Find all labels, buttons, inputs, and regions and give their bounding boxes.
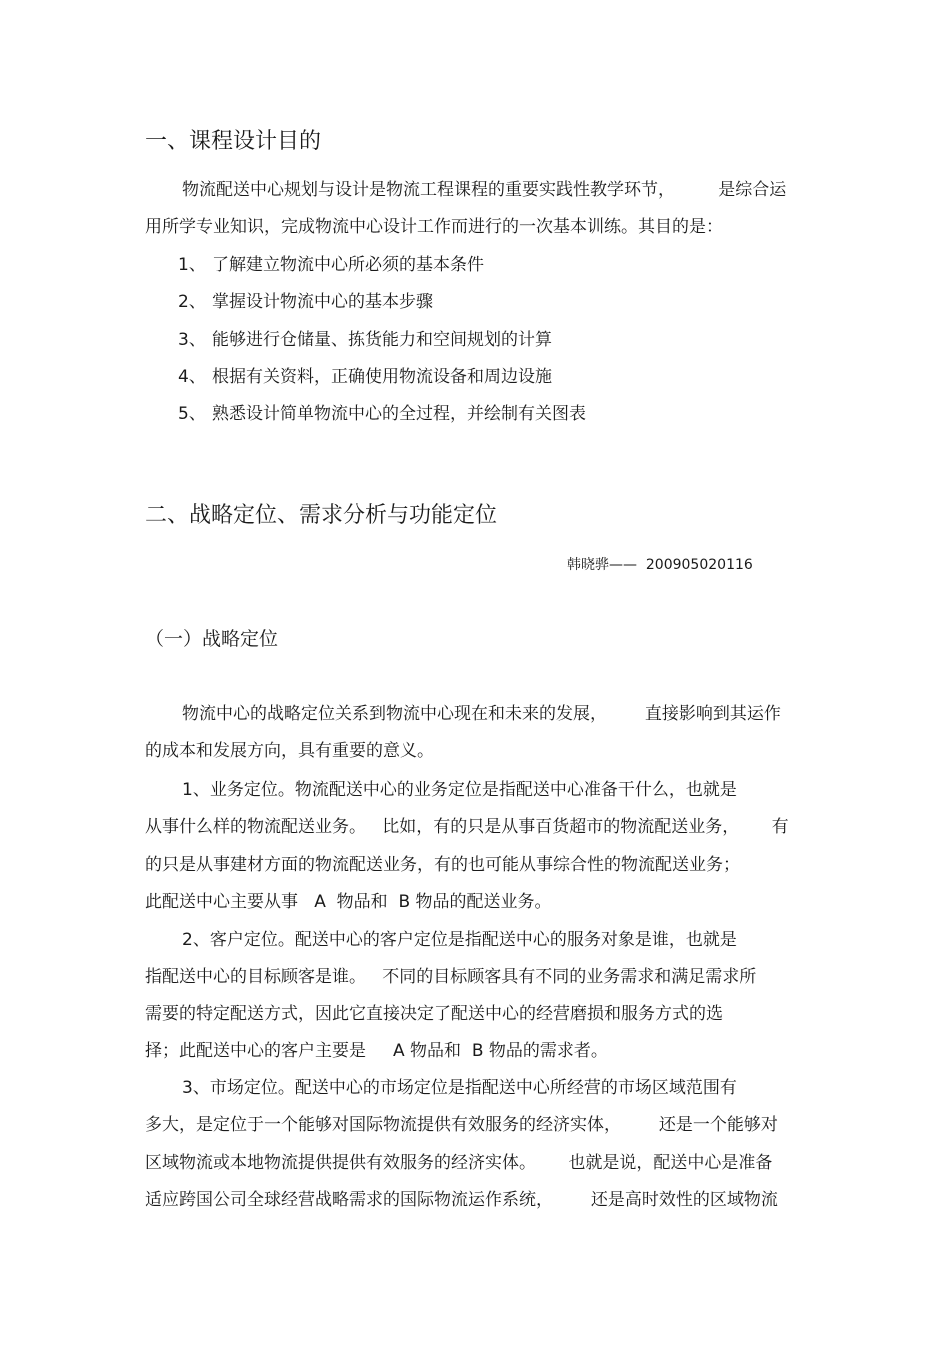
paragraph-line: 3、市场定位。配送中心的市场定位是指配送中心所经营的市场区域范围有	[182, 1078, 737, 1098]
paragraph-line: 从事什么样的物流配送业务。 比如，有的只是从事百货超市的物流配送业务， 有	[145, 817, 789, 837]
list-item-text: 根据有关资料，正确使用物流设备和周边设施	[212, 367, 552, 387]
list-item-number: 3、	[178, 330, 206, 350]
list-item	[178, 254, 484, 276]
paragraph-line: 区域物流或本地物流提供提供有效服务的经济实体。 也就是说，配送中心是准备	[145, 1153, 773, 1173]
section1-intro-line2: 用所学专业知识，完成物流中心设计工作而进行的一次基本训练。其目的是：	[145, 217, 723, 237]
paragraph-line: 此配送中心主要从事 A 物品和 B 物品的配送业务。	[145, 892, 552, 912]
paragraph-line: 的只是从事建材方面的物流配送业务，有的也可能从事综合性的物流配送业务；	[145, 855, 740, 875]
list-item	[178, 291, 433, 313]
paragraph-line: 多大，是定位于一个能够对国际物流提供有效服务的经济实体， 还是一个能够对	[145, 1115, 778, 1135]
list-item	[178, 403, 586, 425]
paragraph-line: 择；此配送中心的客户主要是 A 物品和 B 物品的需求者。	[145, 1041, 608, 1061]
list-item-number: 4、	[178, 367, 206, 387]
section1-title: 一、课程设计目的	[145, 129, 322, 154]
paragraph-line: 的成本和发展方向，具有重要的意义。	[145, 741, 434, 761]
paragraph-line: 物流中心的战略定位关系到物流中心现在和未来的发展， 直接影响到其运作	[182, 704, 781, 724]
subsection-title: （一）战略定位	[145, 628, 279, 650]
paragraph-line: 2、客户定位。配送中心的客户定位是指配送中心的服务对象是谁，也就是	[182, 930, 737, 950]
section2-title: 二、战略定位、需求分析与功能定位	[145, 503, 498, 528]
list-item-text: 熟悉设计简单物流中心的全过程，并绘制有关图表	[212, 404, 586, 424]
paragraph-line: 适应跨国公司全球经营战略需求的国际物流运作系统， 还是高时效性的区域物流	[145, 1190, 778, 1210]
author-line: 韩晓骅—— 200905020116	[567, 557, 753, 573]
section1-intro-line1: 物流配送中心规划与设计是物流工程课程的重要实践性教学环节， 是综合运	[182, 180, 787, 200]
list-item-text: 掌握设计物流中心的基本步骤	[212, 292, 433, 312]
paragraph-line: 1、业务定位。物流配送中心的业务定位是指配送中心准备干什么，也就是	[182, 780, 737, 800]
paragraph-line: 需要的特定配送方式，因此它直接决定了配送中心的经营磨损和服务方式的选	[145, 1004, 723, 1024]
list-item-text: 了解建立物流中心所必须的基本条件	[212, 255, 484, 275]
list-item	[178, 366, 552, 388]
list-item-number: 5、	[178, 404, 206, 424]
paragraph-line: 指配送中心的目标顾客是谁。 不同的目标顾客具有不同的业务需求和满足需求所	[145, 967, 757, 987]
list-item-number: 1、	[178, 255, 206, 275]
list-item	[178, 329, 552, 351]
list-item-number: 2、	[178, 292, 206, 312]
list-item-text: 能够进行仓储量、拣货能力和空间规划的计算	[212, 330, 552, 350]
